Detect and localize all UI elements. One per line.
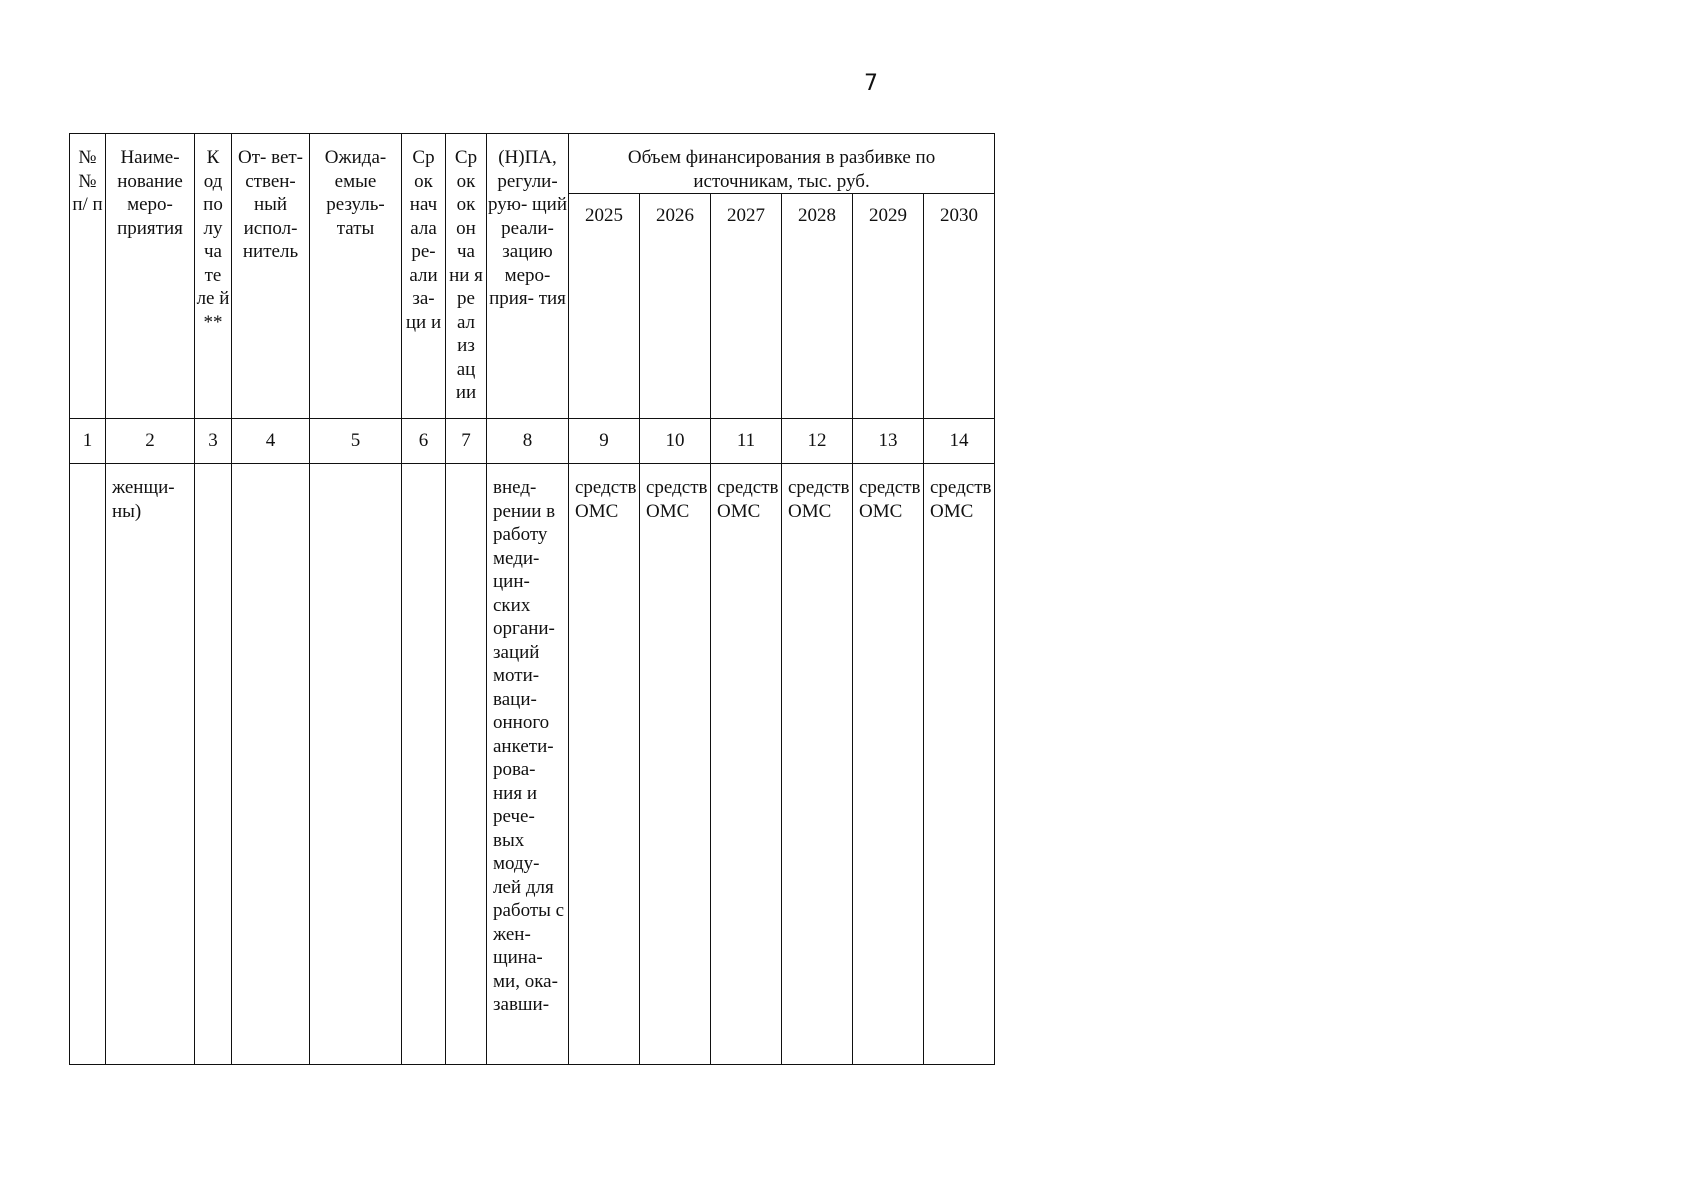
header-expected-results: Ожида- емые резуль- таты (310, 134, 402, 419)
cell-financing (640, 464, 711, 1065)
header-year: 2027 (711, 194, 782, 419)
column-number: 9 (569, 419, 640, 464)
column-number: 5 (310, 419, 402, 464)
column-number: 13 (853, 419, 924, 464)
financing-source: средств ОМС (788, 477, 850, 522)
financing-source: средств ОМС (646, 477, 708, 522)
column-number: 3 (195, 419, 232, 464)
header-year: 2028 (782, 194, 853, 419)
header-year: 2026 (640, 194, 711, 419)
cell-regulatory-act: внед- рении в работу меди- цин- ских органи- заций моти- ваци- онного анкети- рова- ния и рече- вых моду- лей для работы с жен- щина- ми, ока- завши- (487, 464, 569, 1065)
column-number: 7 (446, 419, 487, 464)
column-number: 12 (782, 419, 853, 464)
cell-responsible-executor (232, 464, 310, 1065)
header-measure-name: Наиме- нование меро- приятия (106, 134, 195, 419)
header-financing: Объем финансирования в разбивке по источникам, тыс. руб. (569, 134, 995, 194)
cell-start-date (402, 464, 446, 1065)
cell-expected-results (310, 464, 402, 1065)
financing-source: средств ОМС (859, 477, 921, 522)
cell-number (70, 464, 106, 1065)
cell-financing (569, 464, 640, 1065)
header-year: 2025 (569, 194, 640, 419)
column-number: 10 (640, 419, 711, 464)
column-number: 14 (924, 419, 995, 464)
column-number: 6 (402, 419, 446, 464)
cell-financing (782, 464, 853, 1065)
financing-source: средств ОМС (717, 477, 779, 522)
page-number: 7 (864, 71, 878, 96)
column-number: 8 (487, 419, 569, 464)
header-year: 2029 (853, 194, 924, 419)
column-number: 4 (232, 419, 310, 464)
cell-financing (924, 464, 995, 1065)
table-row (70, 464, 995, 1065)
header-number: № № п/ п (70, 134, 106, 419)
cell-measure-name: женщи- ны) (106, 464, 195, 1065)
financing-source: средств ОМС (930, 477, 992, 522)
header-regulatory-act: (Н)ПА, регули- рую- щий реали- зацию меро- прия- тия (487, 134, 569, 419)
column-number: 2 (106, 419, 195, 464)
column-number: 1 (70, 419, 106, 464)
header-year: 2030 (924, 194, 995, 419)
cell-financing (853, 464, 924, 1065)
header-row (70, 134, 995, 194)
column-number-row (70, 419, 995, 464)
header-responsible-executor: От- вет- ствен- ный испол- нитель (232, 134, 310, 419)
cell-end-date (446, 464, 487, 1065)
header-recipient-code: К од по лу ча те ле й ** (195, 134, 232, 419)
column-number: 11 (711, 419, 782, 464)
header-end-date: Ср ок ок он ча ни я ре ал из ац ии (446, 134, 487, 419)
measures-table (69, 133, 995, 1065)
header-start-date: Ср ок нач ала ре- али за- ци и (402, 134, 446, 419)
cell-recipient-code (195, 464, 232, 1065)
cell-financing (711, 464, 782, 1065)
financing-source: средств ОМС (575, 477, 637, 522)
